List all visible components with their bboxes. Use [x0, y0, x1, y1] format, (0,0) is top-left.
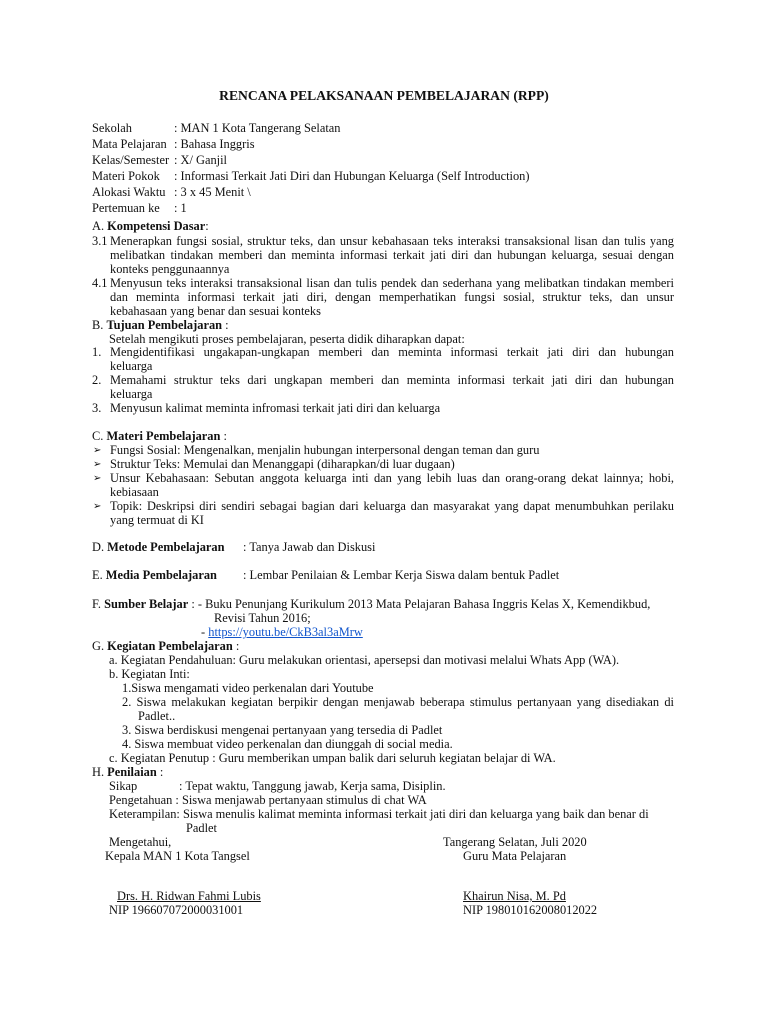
- section-g-prefix: G.: [92, 639, 105, 653]
- section-h-heading: [92, 765, 163, 780]
- kd-line: melibatkan tindakan memberi dan meminta informasi terkait jati diri dan hubungan keluarga, sesuai dengan: [110, 248, 674, 263]
- inti-line: Padlet..: [138, 709, 176, 724]
- materi-line: Unsur Kebahasaan: Sebutan anggota keluarga inti dan yang lebih luas dan orang-orang dekat lainnya; hobi,: [110, 471, 674, 485]
- section-b-heading: [92, 318, 229, 333]
- kegiatan-c: c. Kegiatan Penutup : Guru memberikan umpan balik dari seluruh kegiatan belajar di WA.: [109, 751, 556, 765]
- section-f-heading: [92, 597, 650, 612]
- identity-label: Pertemuan ke: [92, 201, 160, 215]
- section-d-value: : Tanya Jawab dan Diskusi: [243, 540, 376, 554]
- section-d-heading: [92, 540, 225, 555]
- identity-label: Alokasi Waktu: [92, 185, 166, 199]
- kegiatan-a: a. Kegiatan Pendahuluan: Guru melakukan orientasi, apersepsi dan motivasi melalui Whats App (WA).: [109, 653, 620, 667]
- tujuan-line: Menyusun kalimat meminta infromasi terkait jati diri dan keluarga: [110, 401, 441, 415]
- section-b-title: Tujuan Pembelajaran: [106, 318, 223, 332]
- kd-line: Menerapkan fungsi sosial, struktur teks, dan unsur kebahasaan teks interaksi transaksional lisan dan tulis yang: [110, 234, 674, 248]
- section-h-title: Penilaian: [107, 765, 157, 779]
- materi-line: Topik: Deskripsi diri sendiri sebagai bagian dari keluarga dan masyarakat yang dapat menumbuhkan perilaku: [110, 499, 674, 513]
- kd-number: 4.1: [92, 276, 108, 290]
- kd-line: Menyusun teks interaksi transaksional lisan dan tulis pendek dan sederhana yang melibatkan tindakan memberi: [110, 276, 674, 290]
- identity-value: : Informasi Terkait Jati Diri dan Hubungan Keluarga (Self Introduction): [174, 169, 530, 183]
- tujuan-number: 2.: [92, 373, 102, 387]
- identity-value: : 3 x 45 Menit \: [174, 185, 251, 199]
- section-b-intro: Setelah mengikuti proses pembelajaran, peserta didik diharapkan dapat:: [109, 332, 465, 346]
- section-f-line1: : - Buku Penunjang Kurikulum 2013 Mata Pelajaran Bahasa Inggris Kelas X, Kemendikbud,: [191, 597, 651, 611]
- sign-left-nip: NIP 196607072000031001: [109, 903, 244, 917]
- section-g-colon: :: [235, 639, 240, 653]
- penilaian-sikap-value: : Tepat waktu, Tanggung jawab, Kerja sama, Disiplin.: [179, 779, 446, 793]
- section-h-colon: :: [159, 765, 164, 779]
- section-b-prefix: B.: [92, 318, 104, 332]
- penilaian-keterampilan-1: Keterampilan: Siswa menulis kalimat meminta informasi terkait jati diri dan keluarga yang baik dan benar di: [109, 807, 649, 821]
- section-c-title: Materi Pembelajaran: [106, 429, 221, 443]
- identity-value: : 1: [174, 201, 187, 215]
- tujuan-line: Memahami struktur teks dari ungkapan memberi dan meminta informasi terkait jati diri dan hubungan: [110, 373, 674, 387]
- identity-value: : X/ Ganjil: [174, 153, 227, 167]
- identity-label: Mata Pelajaran: [92, 137, 167, 151]
- tujuan-number: 1.: [92, 345, 102, 359]
- section-a-title: Kompetensi Dasar: [107, 219, 206, 233]
- penilaian-pengetahuan: Pengetahuan : Siswa menjawab pertanyaan stimulus di chat WA: [109, 793, 427, 807]
- inti-line: 2. Siswa melakukan kegiatan berpikir dengan menjawab beberapa stimulus pertanyaan yang disediakan di: [122, 695, 674, 709]
- section-f-line2: Revisi Tahun 2016;: [214, 611, 311, 625]
- section-f-link-row: [201, 625, 363, 640]
- tujuan-line: keluarga: [110, 387, 153, 402]
- sign-right-name: Khairun Nisa, M. Pd: [463, 889, 566, 903]
- arrow-bullet-icon: ➢: [93, 445, 102, 456]
- sign-right-nip: NIP 198010162008012022: [463, 903, 598, 917]
- section-a-heading: [92, 219, 209, 234]
- materi-line: Fungsi Sosial: Mengenalkan, menjalin hubungan interpersonal dengan teman dan guru: [110, 443, 540, 457]
- section-f-dash: -: [201, 625, 206, 639]
- page-title: RENCANA PELAKSANAAN PEMBELAJARAN (RPP): [219, 88, 549, 103]
- section-e-heading: [92, 568, 217, 583]
- sign-left-top: Mengetahui,: [109, 835, 172, 849]
- identity-label: Materi Pokok: [92, 169, 160, 183]
- section-f-title: Sumber Belajar: [104, 597, 189, 611]
- inti-line: 3. Siswa berdiskusi mengenai pertanyaan yang tersedia di Padlet: [122, 723, 443, 737]
- kegiatan-b: b. Kegiatan Inti:: [109, 667, 190, 681]
- section-e-title: Media Pembelajaran: [105, 568, 217, 582]
- section-g-heading: [92, 639, 239, 654]
- tujuan-number: 3.: [92, 401, 102, 415]
- youtube-link[interactable]: https://youtu.be/CkB3al3aMrw: [208, 625, 363, 639]
- section-c-heading: [92, 429, 227, 444]
- materi-line: kebiasaan: [110, 485, 159, 500]
- penilaian-sikap-label: Sikap: [109, 779, 138, 793]
- arrow-bullet-icon: ➢: [93, 459, 102, 470]
- tujuan-line: Mengidentifikasi ungakapan-ungkapan memberi dan meminta informasi terkait jati diri dan hubungan: [110, 345, 674, 359]
- section-b-colon: :: [225, 318, 229, 332]
- section-f-prefix: F.: [92, 597, 101, 611]
- section-a-colon: :: [205, 219, 209, 233]
- arrow-bullet-icon: ➢: [93, 473, 102, 484]
- tujuan-line: keluarga: [110, 359, 153, 374]
- sign-right-role: Guru Mata Pelajaran: [463, 849, 567, 863]
- sign-right-place-date: Tangerang Selatan, Juli 2020: [443, 835, 587, 849]
- section-e-value: : Lembar Penilaian & Lembar Kerja Siswa dalam bentuk Padlet: [243, 568, 560, 582]
- identity-value: : MAN 1 Kota Tangerang Selatan: [174, 121, 341, 135]
- identity-label: Kelas/Semester: [92, 153, 170, 167]
- section-c-colon: :: [223, 429, 227, 443]
- sign-left-role: Kepala MAN 1 Kota Tangsel: [105, 849, 250, 863]
- section-a-prefix: A.: [92, 219, 105, 233]
- section-g-title: Kegiatan Pembelajaran: [107, 639, 233, 653]
- arrow-bullet-icon: ➢: [93, 501, 102, 512]
- section-h-prefix: H.: [92, 765, 105, 779]
- section-d-title: Metode Pembelajaran: [107, 540, 225, 554]
- kd-line: kebahasaan yang benar dan sesuai konteks: [110, 304, 321, 319]
- materi-line: yang termuat di KI: [110, 513, 204, 528]
- section-e-prefix: E.: [92, 568, 103, 582]
- kd-number: 3.1: [92, 234, 108, 248]
- kd-line: dan meminta informasi terkait jati diri, dengan memperhatikan fungsi sosial, struktur teks, dan unsur: [110, 290, 674, 305]
- penilaian-keterampilan-2: Padlet: [186, 821, 217, 835]
- inti-line: 1.Siswa mengamati video perkenalan dari Youtube: [122, 681, 374, 695]
- identity-value: : Bahasa Inggris: [174, 137, 255, 151]
- section-d-prefix: D.: [92, 540, 105, 554]
- identity-label: Sekolah: [92, 121, 132, 135]
- inti-line: 4. Siswa membuat video perkenalan dan diunggah di social media.: [122, 737, 453, 751]
- section-c-prefix: C.: [92, 429, 104, 443]
- sign-left-name: Drs. H. Ridwan Fahmi Lubis: [117, 889, 261, 903]
- materi-line: Struktur Teks: Memulai dan Menanggapi (diharapkan/di luar dugaan): [110, 457, 455, 471]
- kd-line: konteks penggunaannya: [110, 262, 230, 277]
